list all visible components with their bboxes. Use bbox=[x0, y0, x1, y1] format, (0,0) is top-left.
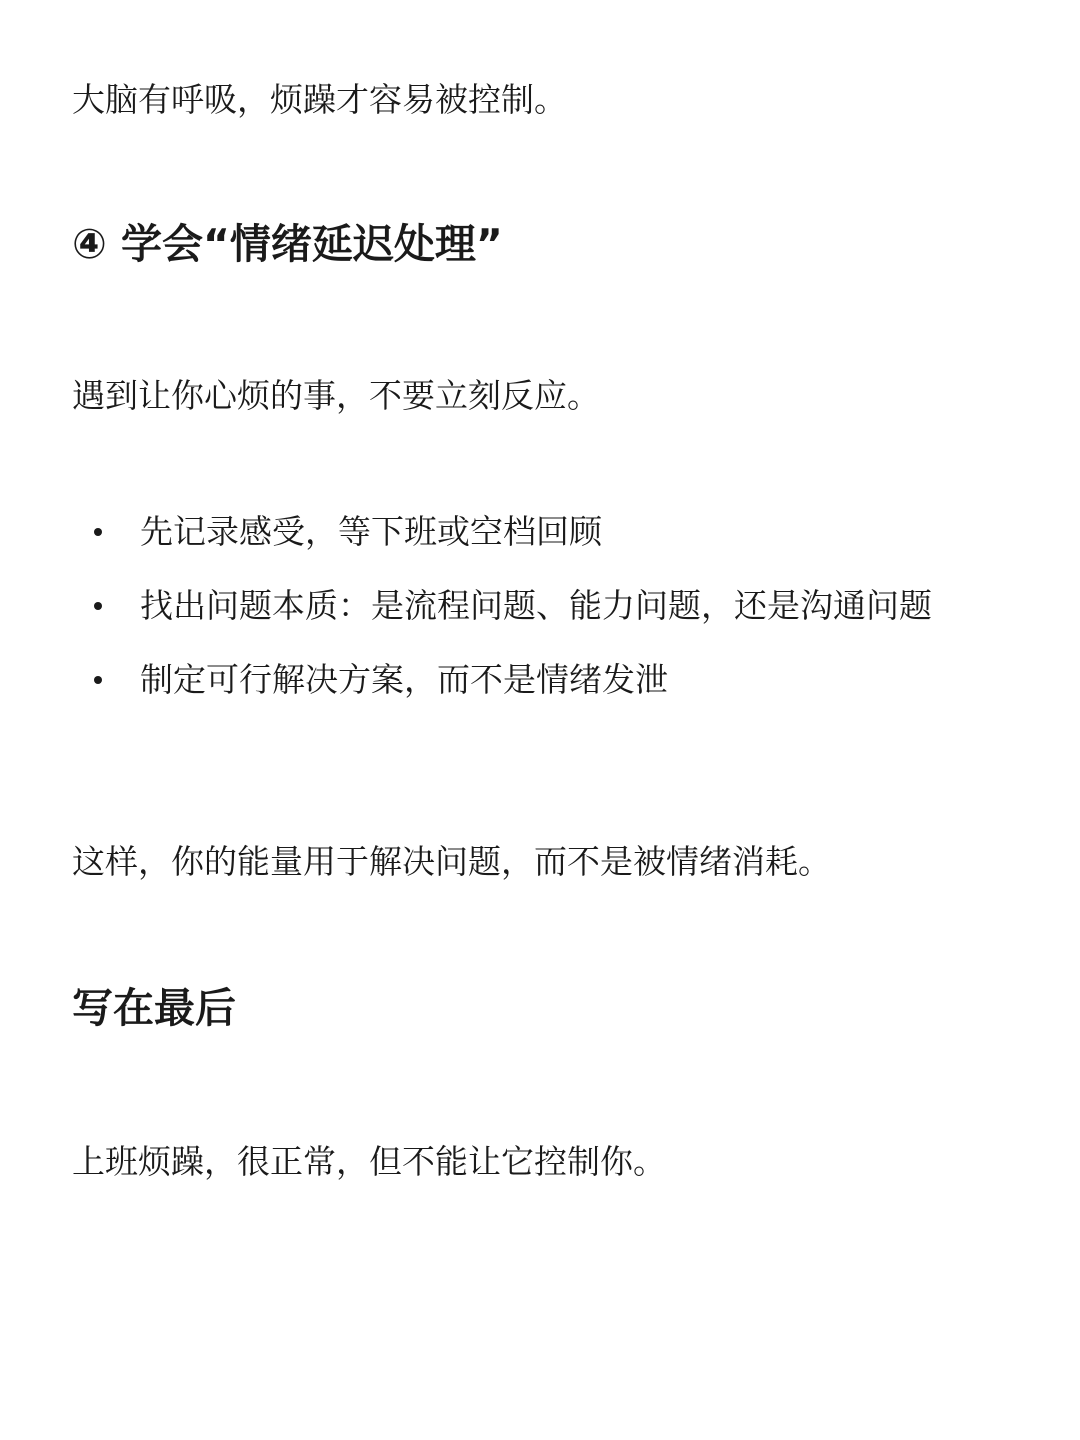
list-item bbox=[72, 508, 1012, 556]
section-4-heading: ④ 学会“情绪延迟处理” bbox=[72, 220, 503, 268]
list-item-text: 制定可行解决方案，而不是情绪发泄 bbox=[140, 660, 668, 699]
bullet-dot-icon bbox=[94, 602, 102, 610]
bullet-dot-icon bbox=[94, 676, 102, 684]
list-item bbox=[72, 656, 1012, 704]
section-4-intro-paragraph: 遇到让你心烦的事，不要立刻反应。 bbox=[72, 376, 600, 415]
closing-paragraph: 上班烦躁，很正常，但不能让它控制你。 bbox=[72, 1142, 666, 1181]
intro-paragraph: 大脑有呼吸，烦躁才容易被控制。 bbox=[72, 80, 567, 119]
bullet-dot-icon bbox=[94, 528, 102, 536]
closing-heading: 写在最后 bbox=[72, 984, 236, 1032]
tips-bullet-list bbox=[72, 508, 1012, 730]
section-4-conclusion-paragraph: 这样，你的能量用于解决问题，而不是被情绪消耗。 bbox=[72, 842, 831, 881]
list-item-text: 找出问题本质：是流程问题、能力问题，还是沟通问题 bbox=[140, 586, 932, 625]
list-item-text: 先记录感受，等下班或空档回顾 bbox=[140, 512, 602, 551]
list-item bbox=[72, 582, 1012, 630]
